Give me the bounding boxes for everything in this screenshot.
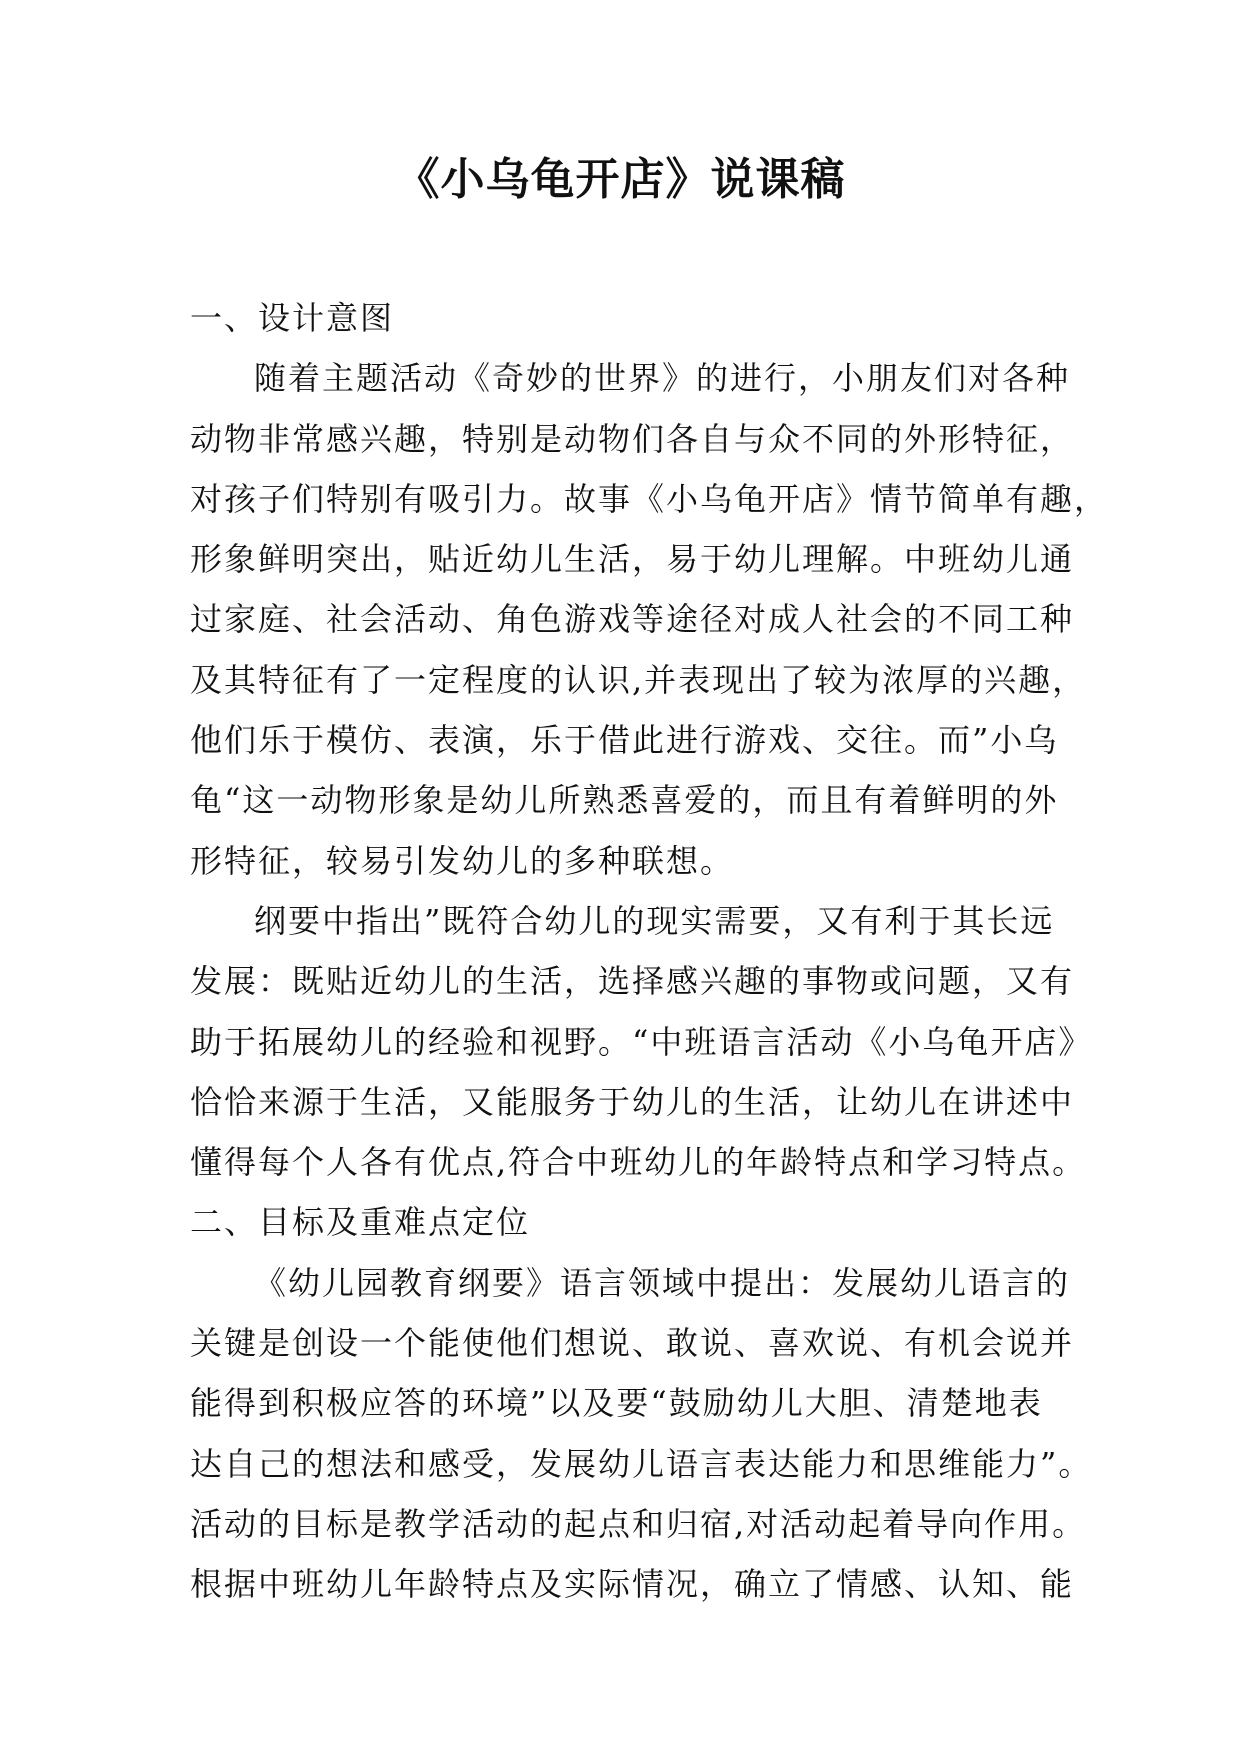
text-line: 助于拓展幼儿的经验和视野。“中班语言活动《小乌龟开店》 bbox=[190, 1022, 1093, 1061]
section-heading: 二、目标及重难点定位 bbox=[190, 1203, 531, 1242]
text-line: 关键是创设一个能使他们想说、敢说、喜欢说、有机会说并 bbox=[190, 1324, 1075, 1363]
text-line: 及其特征有了一定程度的认识,并表现出了较为浓厚的兴趣， bbox=[190, 660, 1087, 699]
text-line: 过家庭、社会活动、角色游戏等途径对成人社会的不同工种 bbox=[190, 600, 1075, 639]
text-line: 对孩子们特别有吸引力。故事《小乌龟开店》情节简单有趣， bbox=[190, 479, 1109, 518]
text-line: 达自己的想法和感受，发展幼儿语言表达能力和思维能力”。 bbox=[190, 1444, 1093, 1483]
text-line: 形象鲜明突出，贴近幼儿生活，易于幼儿理解。中班幼儿通 bbox=[190, 540, 1075, 579]
document-body bbox=[190, 288, 1109, 1615]
text-line: 《幼儿园教育纲要》语言领域中提出：发展幼儿语言的 bbox=[254, 1263, 1071, 1302]
text-line: 他们乐于模仿、表演，乐于借此进行游戏、交往。而”小乌 bbox=[190, 721, 1059, 760]
text-line: 纲要中指出”既符合幼儿的现实需要，又有利于其长远 bbox=[254, 901, 1055, 940]
text-line: 活动的目标是教学活动的起点和归宿,对活动起着导向作用。 bbox=[190, 1504, 1087, 1543]
text-line: 恰恰来源于生活，又能服务于幼儿的生活，让幼儿在讲述中 bbox=[190, 1082, 1075, 1121]
text-line: 根据中班幼儿年龄特点及实际情况，确立了情感、认知、能 bbox=[190, 1565, 1075, 1604]
text-line: 随着主题活动《奇妙的世界》的进行，小朋友们对各种 bbox=[254, 359, 1071, 398]
paragraph bbox=[190, 891, 1093, 1192]
section-heading: 一、设计意图 bbox=[190, 299, 395, 337]
text-line: 形特征，较易引发幼儿的多种联想。 bbox=[190, 841, 735, 880]
text-line: 龟“这一动物形象是幼儿所熟悉喜爱的，而且有着鲜明的外 bbox=[190, 781, 1059, 820]
document-title: 《小乌龟开店》说课稿 bbox=[395, 154, 846, 205]
text-line: 能得到积极应答的环境”以及要“鼓励幼儿大胆、清楚地表 bbox=[190, 1384, 1043, 1423]
text-line: 发展：既贴近幼儿的生活，选择感兴趣的事物或问题，又有 bbox=[190, 962, 1075, 1001]
text-line: 动物非常感兴趣，特别是动物们各自与众不同的外形特征， bbox=[190, 419, 1075, 458]
paragraph bbox=[190, 348, 1109, 891]
paragraph bbox=[190, 1253, 1093, 1615]
text-line: 懂得每个人各有优点,符合中班幼儿的年龄特点和学习特点。 bbox=[190, 1143, 1087, 1182]
